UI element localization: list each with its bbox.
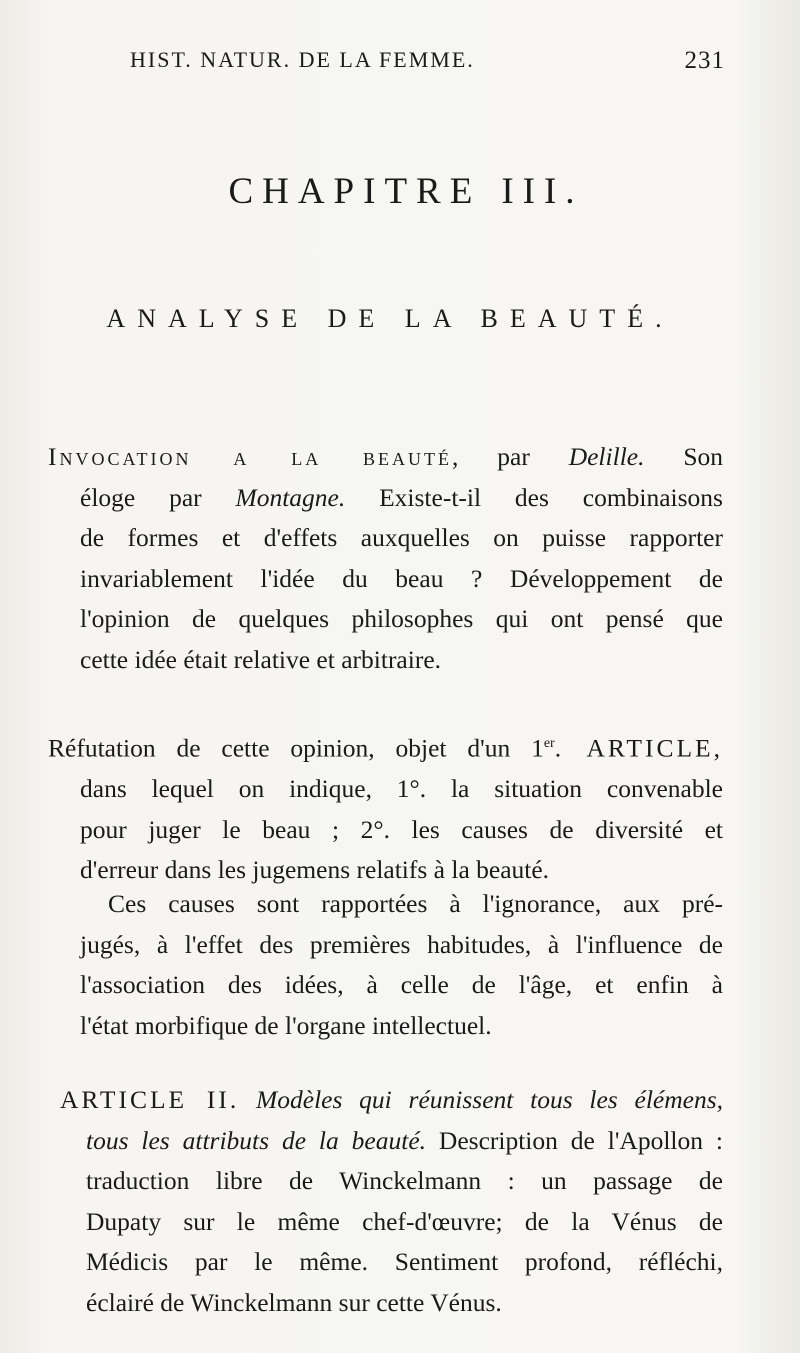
text-line: ARTICLE II. Modèles qui réunissent tous les élémens, — [60, 1085, 724, 1114]
text-line: Médicis par le même. Sentiment profond, réfléchi, — [86, 1247, 723, 1276]
text-line: de formes et d'effets auxquelles on puisse rapporter — [80, 523, 723, 552]
lead-term: Invocation a la beauté — [48, 442, 453, 471]
text-line: jugés, à l'effet des premières habitudes, à l'influence de — [80, 929, 723, 959]
text-line: dans lequel on indique, 1°. la situation convenable — [80, 774, 723, 803]
chapter-heading — [0, 170, 800, 213]
text-line: cette idée était relative et arbitraire. — [80, 644, 442, 674]
section-title: ANALYSE DE LA BEAUTÉ. — [106, 304, 674, 333]
summary-paragraph-4 — [48, 1080, 723, 1323]
text-line: Dupaty sur le même chef-d'œuvre; de la Vénus de — [86, 1206, 723, 1236]
chapter-numeral: III. — [501, 171, 584, 212]
page-number: 231 — [684, 47, 725, 74]
text-line: tous les attributs de la beauté. Description de l'Apollon : — [86, 1125, 724, 1155]
article-label: . ARTICLE, — [554, 733, 724, 763]
text-line: Réfutation de cette opinion, objet d'un 1er. ARTICLE, — [48, 733, 724, 763]
text-line: l'opinion de quelques philosophes qui ont pensé que — [80, 604, 723, 633]
text-line: traduction libre de Winckelmann : un passage de — [86, 1166, 723, 1195]
text-line: invariablement l'idée du beau ? Développement de — [80, 563, 723, 593]
running-title: HIST. NATUR. DE LA FEMME. — [130, 47, 475, 72]
summary-paragraph-2 — [48, 724, 723, 891]
text-line: pour juger le beau ; 2°. les causes de diversité et — [80, 814, 723, 844]
text-line: Ces causes sont rapportées à l'ignorance, aux pré- — [108, 889, 723, 918]
author-name: Montagne. — [235, 482, 346, 512]
text-line: d'erreur dans les jugemens relatifs à la beauté. — [80, 855, 550, 884]
summary-paragraph-3 — [48, 884, 723, 1046]
summary-paragraph-1 — [48, 437, 723, 680]
article-label: ARTICLE II. — [60, 1085, 240, 1114]
chapter-label: CHAPITRE — [228, 171, 482, 212]
show-through-texture — [120, 120, 126, 147]
text-line: Invocation a la beauté, par Delille. Son — [48, 442, 724, 471]
text-line: éloge par Montagne. Existe-t-il des combinaisons — [80, 482, 723, 512]
text-line: éclairé de Winckelmann sur cette Vénus. — [86, 1287, 502, 1317]
text-line: l'état morbifique de l'organe intellectuel. — [80, 1010, 492, 1040]
author-name: Delille. — [568, 442, 645, 471]
text-line: l'association des idées, à celle de l'âge, et enfin à — [80, 970, 723, 999]
